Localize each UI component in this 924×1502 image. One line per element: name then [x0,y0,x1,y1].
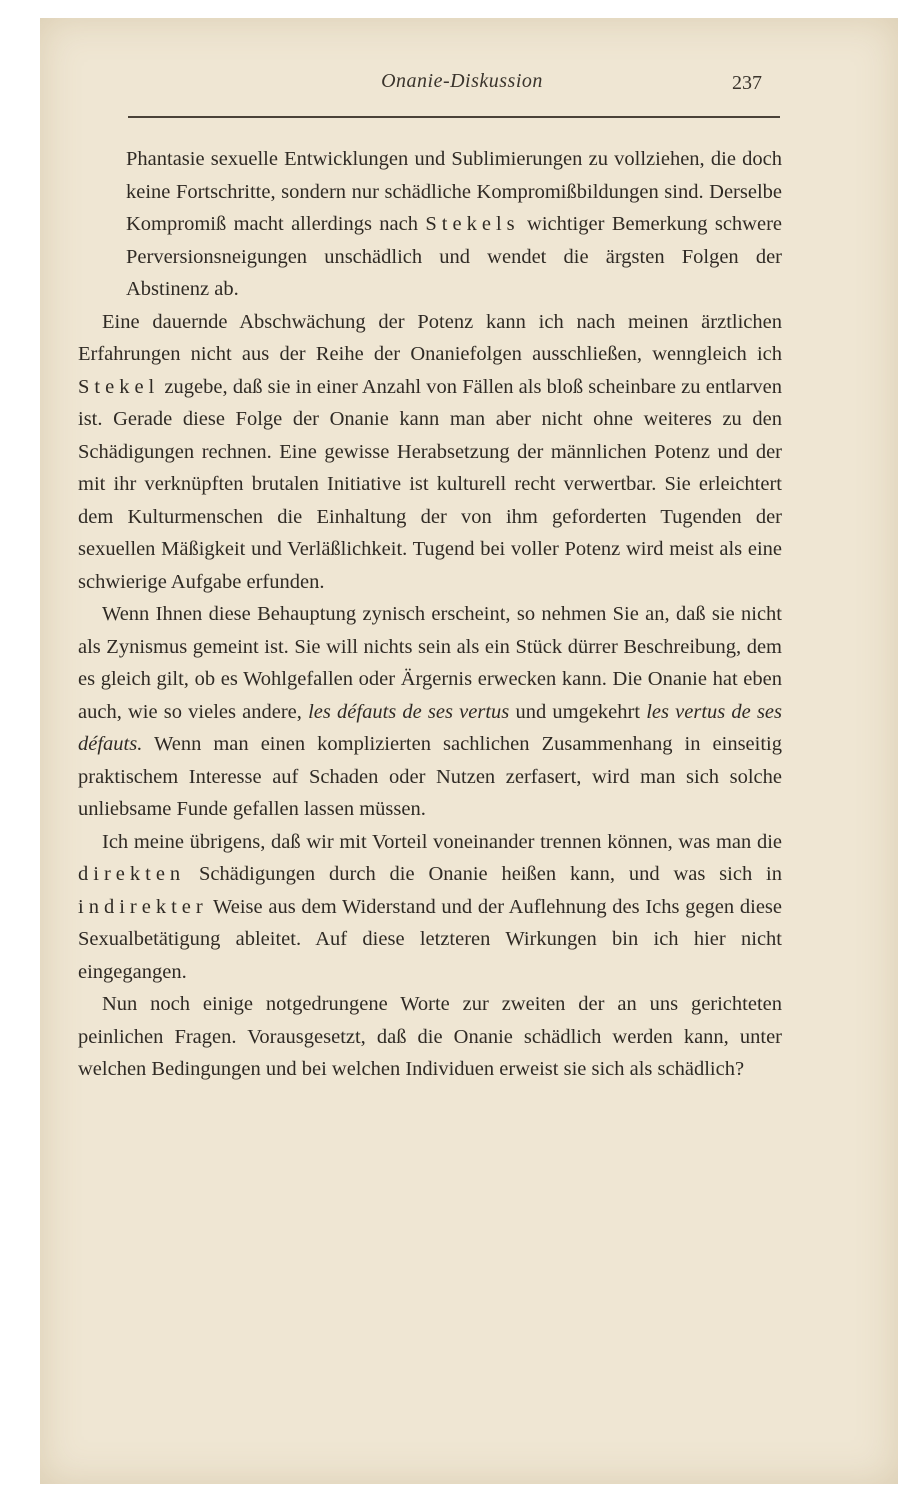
running-title: Onanie-Diskussion [381,70,543,92]
page-number: 237 [732,72,762,94]
text-run: Wenn man einen komplizierten sachlichen Zusammenhang in einseitig praktischem Interesse auf Schaden oder Nutzen zerfasert, wird man sich solche unliebsame Funde gefallen lassen müssen. [78,733,782,820]
paragraph [78,598,782,826]
text-run: Ich meine übrigens, daß wir mit Vorteil voneinander trennen können, was man die [102,830,782,853]
paragraph [78,306,782,599]
italic-phrase: les défauts de ses vertus [308,700,510,723]
text-run: Schädigungen durch die Onanie heißen kann, und was sich in [185,863,782,885]
italic-phrase: les vertus de ses défauts. [78,700,782,755]
paragraph-continued [78,143,782,306]
paragraph [78,826,782,989]
header-rule [128,116,780,118]
text-run: Weise aus dem Widerstand und der Auflehnung des Ichs gegen diese Sexualbetätigung ableitet. Auf diese letzteren Wirkungen bin ich hier nicht eingegangen. [78,895,782,983]
text-run: Wenn Ihnen diese Behauptung zynisch erscheint, so nehmen Sie an, daß sie nicht als Zynismus gemeint ist. Sie will nichts sein als ein Stück dürrer Beschreibung, dem es gleich gilt, ob es Wohlgefallen oder Ärgernis erwecken kann. Die Onanie hat eben auch, wie so vieles andere, [78,603,782,723]
text-run: und umgekehrt [509,700,647,723]
text-run: zugebe, daß sie in einer Anzahl von Fällen als bloß scheinbare zu entlarven ist. Gerade diese Folge der Onanie kann man aber nicht ohne weiteres zu den Schädigungen rechnen. Eine gewisse Herabsetzung der männlichen Potenz und der mit ihr verknüpften brutalen Initiative ist kulturell recht verwertbar. Sie erleichtert dem Kulturmenschen die Einhaltung der von ihm geforderten Tugenden der sexuellen Mäßigkeit und Verläßlichkeit. Tugend bei voller Potenz wird meist als eine schwierige Aufgabe erfunden. [78,375,782,593]
text-run: Eine dauernde Abschwächung der Potenz kann ich nach meinen ärztlichen Erfahrungen nicht aus der Reihe der Onaniefolgen ausschließen, wenngleich ich [78,310,782,365]
text-run: Phantasie sexuelle Entwicklungen und Sublimierungen zu vollziehen, die doch keine Fortschritte, sondern nur schädliche Kompromißbildungen sind. Derselbe Kompromiß macht allerdings nach [126,148,782,235]
text-run: Nun noch einige notgedrungene Worte zur zweiten der an uns gerichteten peinlichen Fragen. Vorausgesetzt, daß die Onanie schädlich werden kann, unter welchen Bedingungen und bei welchen Individuen erweist sie sich als schädlich? [78,993,782,1080]
body-text [78,143,782,1086]
spaced-name: indirekter [78,895,208,918]
text-run: wichtiger Bemerkung schwere Perversionsneigungen unschädlich und wendet die ärgsten Folgen der Abstinenz ab. [126,213,783,300]
spaced-name: Stekels [425,213,520,235]
spaced-name: Stekel [78,375,160,398]
paragraph [78,988,782,1086]
running-header [0,70,924,100]
spaced-name: direkten [78,863,186,885]
